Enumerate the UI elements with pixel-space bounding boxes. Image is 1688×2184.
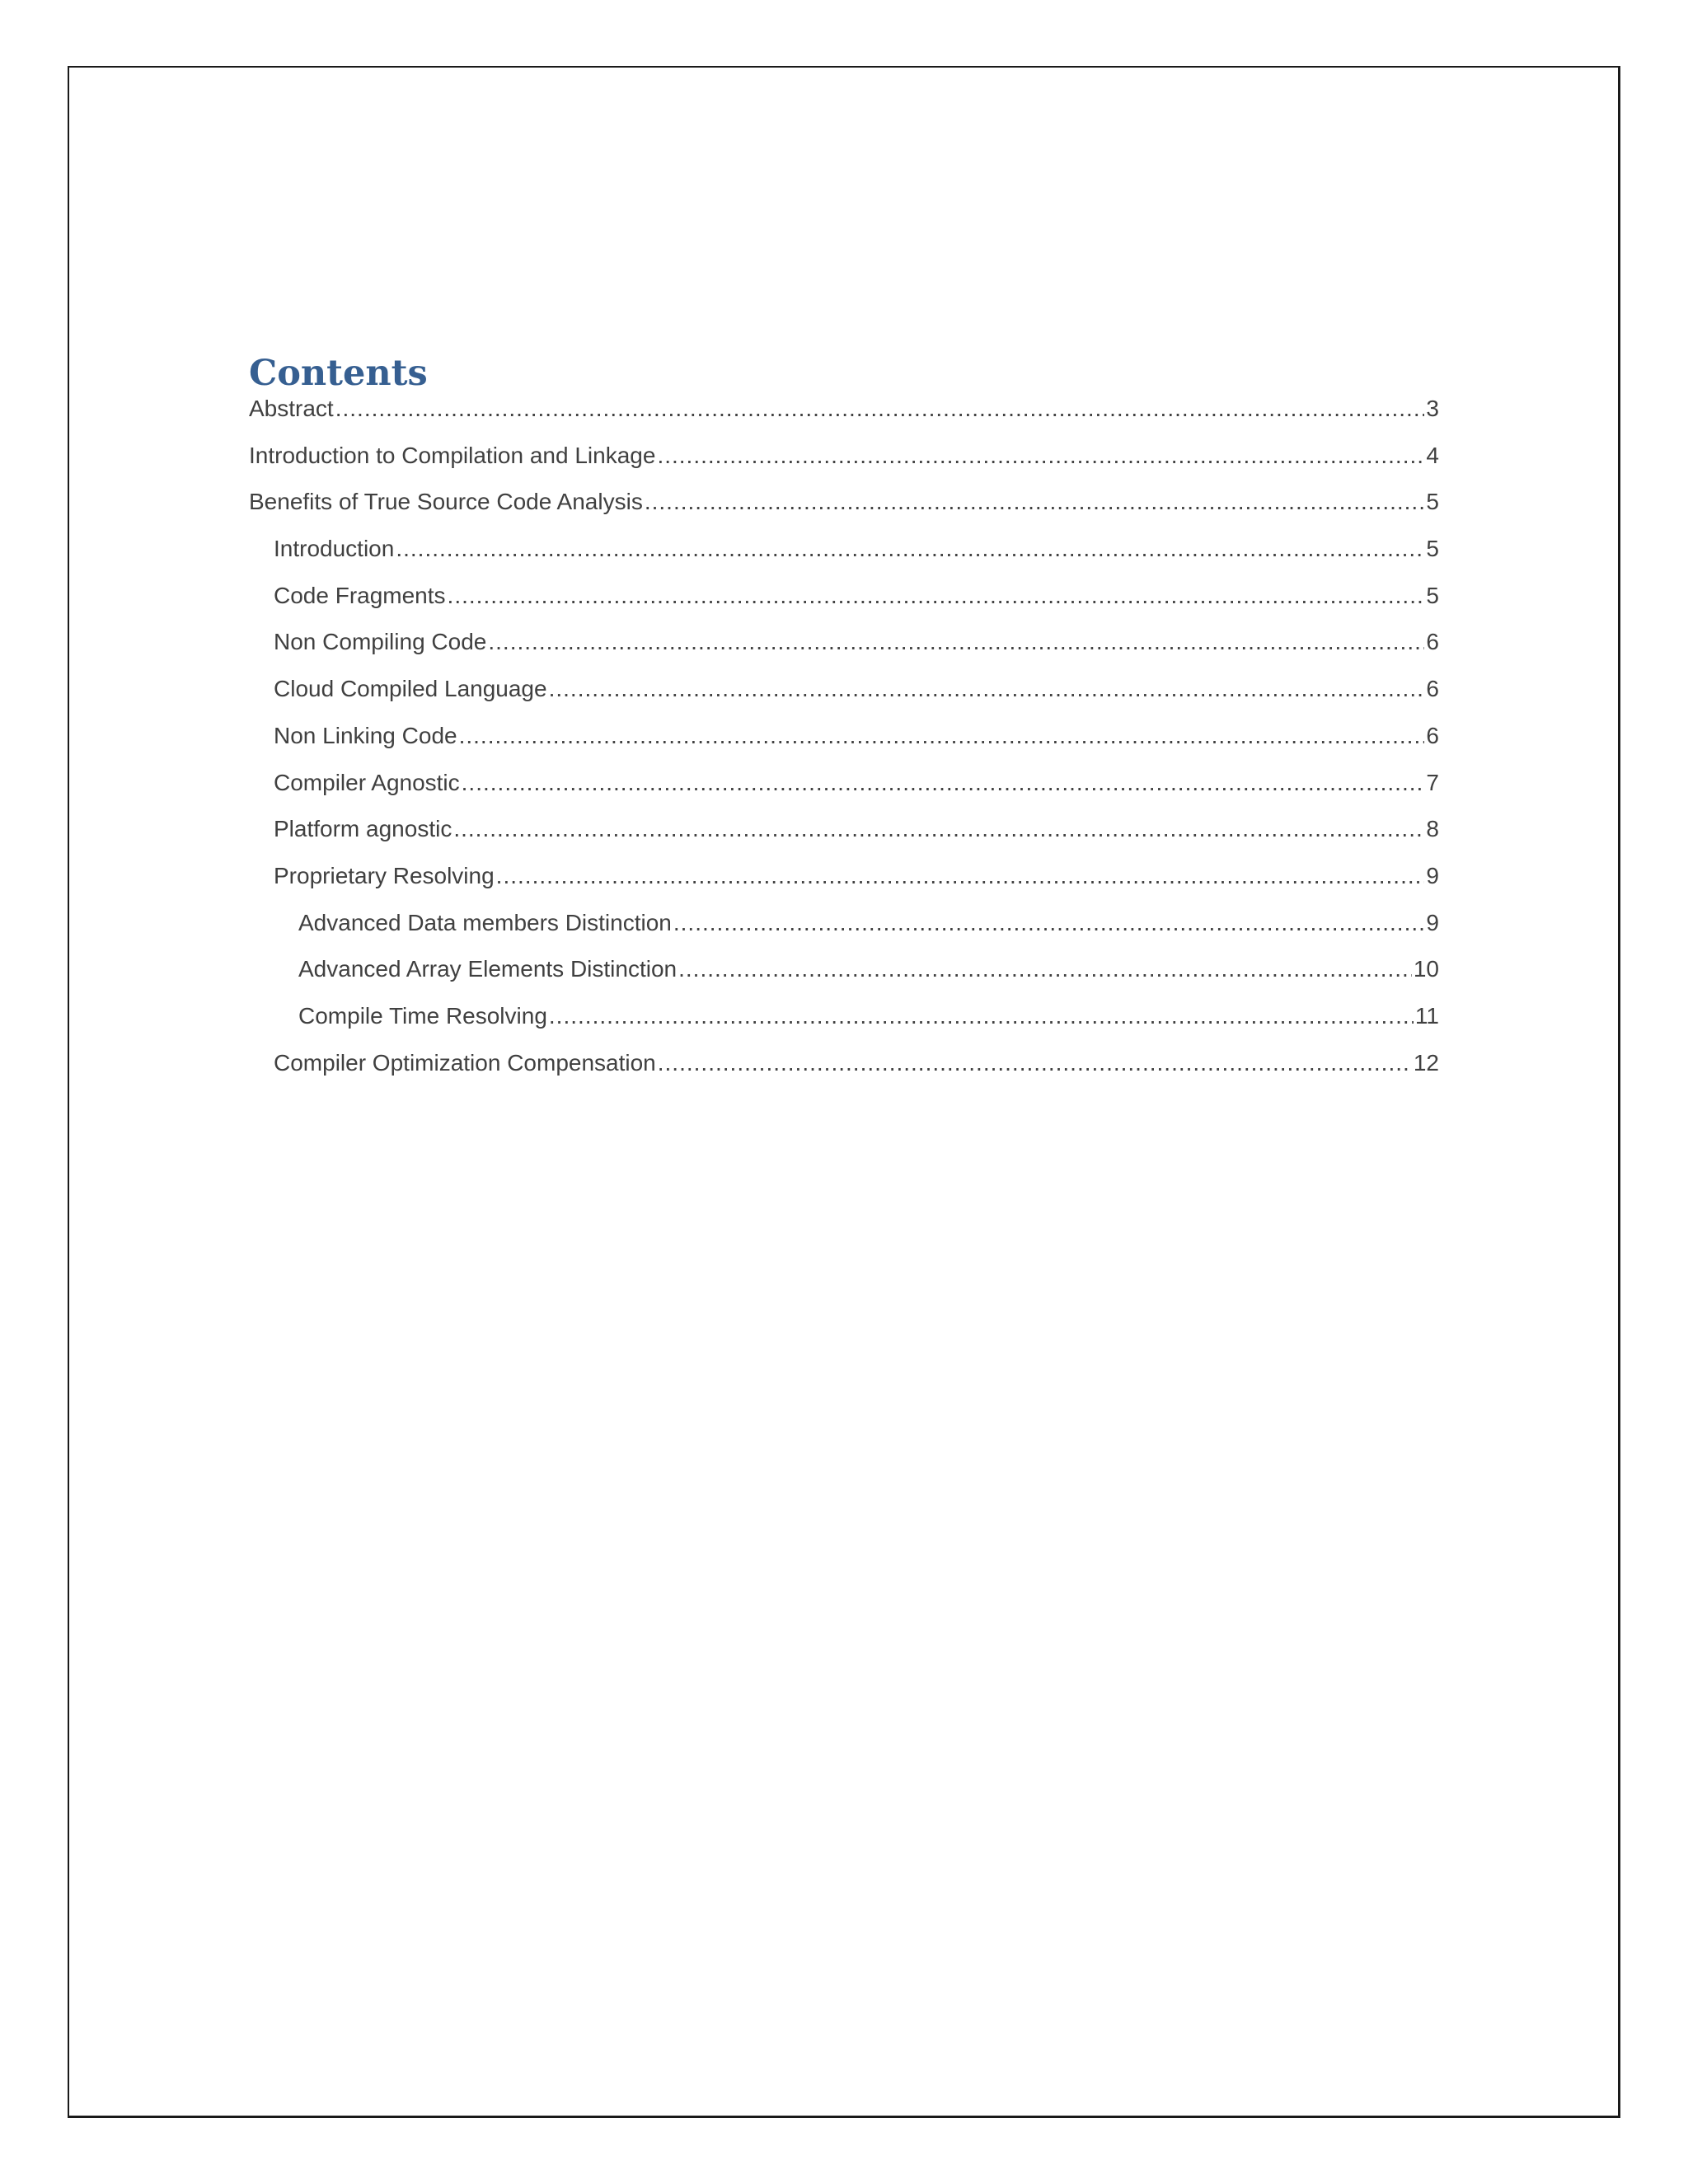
toc-dot-leader [453, 816, 1424, 842]
toc-entry-benefits[interactable] [249, 489, 1439, 536]
toc-page-number: 5 [1426, 582, 1439, 608]
toc-entry-text: Introduction [274, 536, 395, 562]
table-of-contents [249, 346, 1439, 1096]
toc-entry-proprietary-resolving[interactable] [249, 863, 1439, 910]
toc-page-number: 9 [1426, 862, 1439, 888]
toc-entry-compiler-agnostic[interactable] [249, 770, 1439, 817]
toc-dot-leader [335, 396, 1425, 422]
toc-dot-leader [673, 910, 1425, 936]
toc-page-number: 8 [1426, 816, 1439, 842]
toc-entry-text: Non Compiling Code [274, 629, 487, 655]
toc-dot-leader [396, 536, 1424, 562]
toc-page-number: 3 [1426, 396, 1439, 421]
toc-entry-advanced-array-elements[interactable] [249, 956, 1439, 1003]
toc-dot-leader [496, 863, 1425, 889]
toc-page-number: 10 [1413, 956, 1439, 982]
toc-entry-non-compiling-code[interactable] [249, 629, 1439, 676]
toc-entry-abstract[interactable] [249, 396, 1439, 443]
toc-page-number: 11 [1414, 1002, 1439, 1029]
toc-page-number: 6 [1426, 676, 1439, 702]
toc-entry-text: Compiler Optimization Compensation [274, 1049, 656, 1076]
toc-entry-code-fragments[interactable] [249, 583, 1439, 630]
toc-entry-list [249, 396, 1439, 1096]
toc-entry-text: Cloud Compiled Language [274, 676, 547, 702]
toc-page-number: 5 [1426, 536, 1439, 562]
toc-entry-compiler-optimization[interactable] [249, 1050, 1439, 1097]
toc-dot-leader [645, 489, 1425, 515]
toc-dot-leader [448, 583, 1425, 609]
toc-entry-text: Advanced Array Elements Distinction [298, 956, 678, 982]
toc-entry-introduction[interactable] [249, 536, 1439, 583]
toc-page-number: 4 [1426, 442, 1439, 468]
toc-entry-text: Code Fragments [274, 582, 446, 608]
toc-entry-platform-agnostic[interactable] [249, 816, 1439, 863]
toc-entry-text: Abstract [249, 396, 334, 421]
toc-entry-advanced-data-members[interactable] [249, 910, 1439, 957]
toc-entry-compile-time-resolving[interactable] [249, 1003, 1439, 1050]
toc-dot-leader [657, 443, 1424, 469]
toc-dot-leader [488, 629, 1424, 655]
toc-entry-text: Advanced Data members Distinction [298, 909, 672, 935]
toc-dot-leader [678, 956, 1412, 982]
toc-page-number: 12 [1413, 1049, 1439, 1076]
toc-page-number: 7 [1426, 769, 1439, 795]
toc-entry-introduction-to-compilation[interactable] [249, 443, 1439, 490]
toc-entry-cloud-compiled-language[interactable] [249, 676, 1439, 723]
toc-entry-text: Introduction to Compilation and Linkage [249, 442, 656, 468]
toc-dot-leader [462, 770, 1425, 796]
toc-page-number: 6 [1426, 722, 1439, 748]
toc-entry-text: Compile Time Resolving [298, 1002, 547, 1029]
toc-dot-leader [549, 1003, 1414, 1029]
toc-dot-leader [658, 1050, 1412, 1076]
toc-entry-non-linking-code[interactable] [249, 723, 1439, 770]
toc-title: Contents [249, 353, 428, 394]
toc-page-number: 9 [1426, 909, 1439, 935]
toc-entry-text: Platform agnostic [274, 816, 452, 842]
toc-entry-text: Benefits of True Source Code Analysis [249, 489, 643, 515]
toc-entry-text: Compiler Agnostic [274, 769, 460, 795]
toc-page-number: 5 [1426, 489, 1439, 515]
toc-dot-leader [549, 676, 1425, 702]
toc-entry-text: Proprietary Resolving [274, 862, 495, 888]
toc-entry-text: Non Linking Code [274, 722, 457, 748]
toc-dot-leader [459, 723, 1425, 749]
toc-page-number: 6 [1426, 629, 1439, 655]
